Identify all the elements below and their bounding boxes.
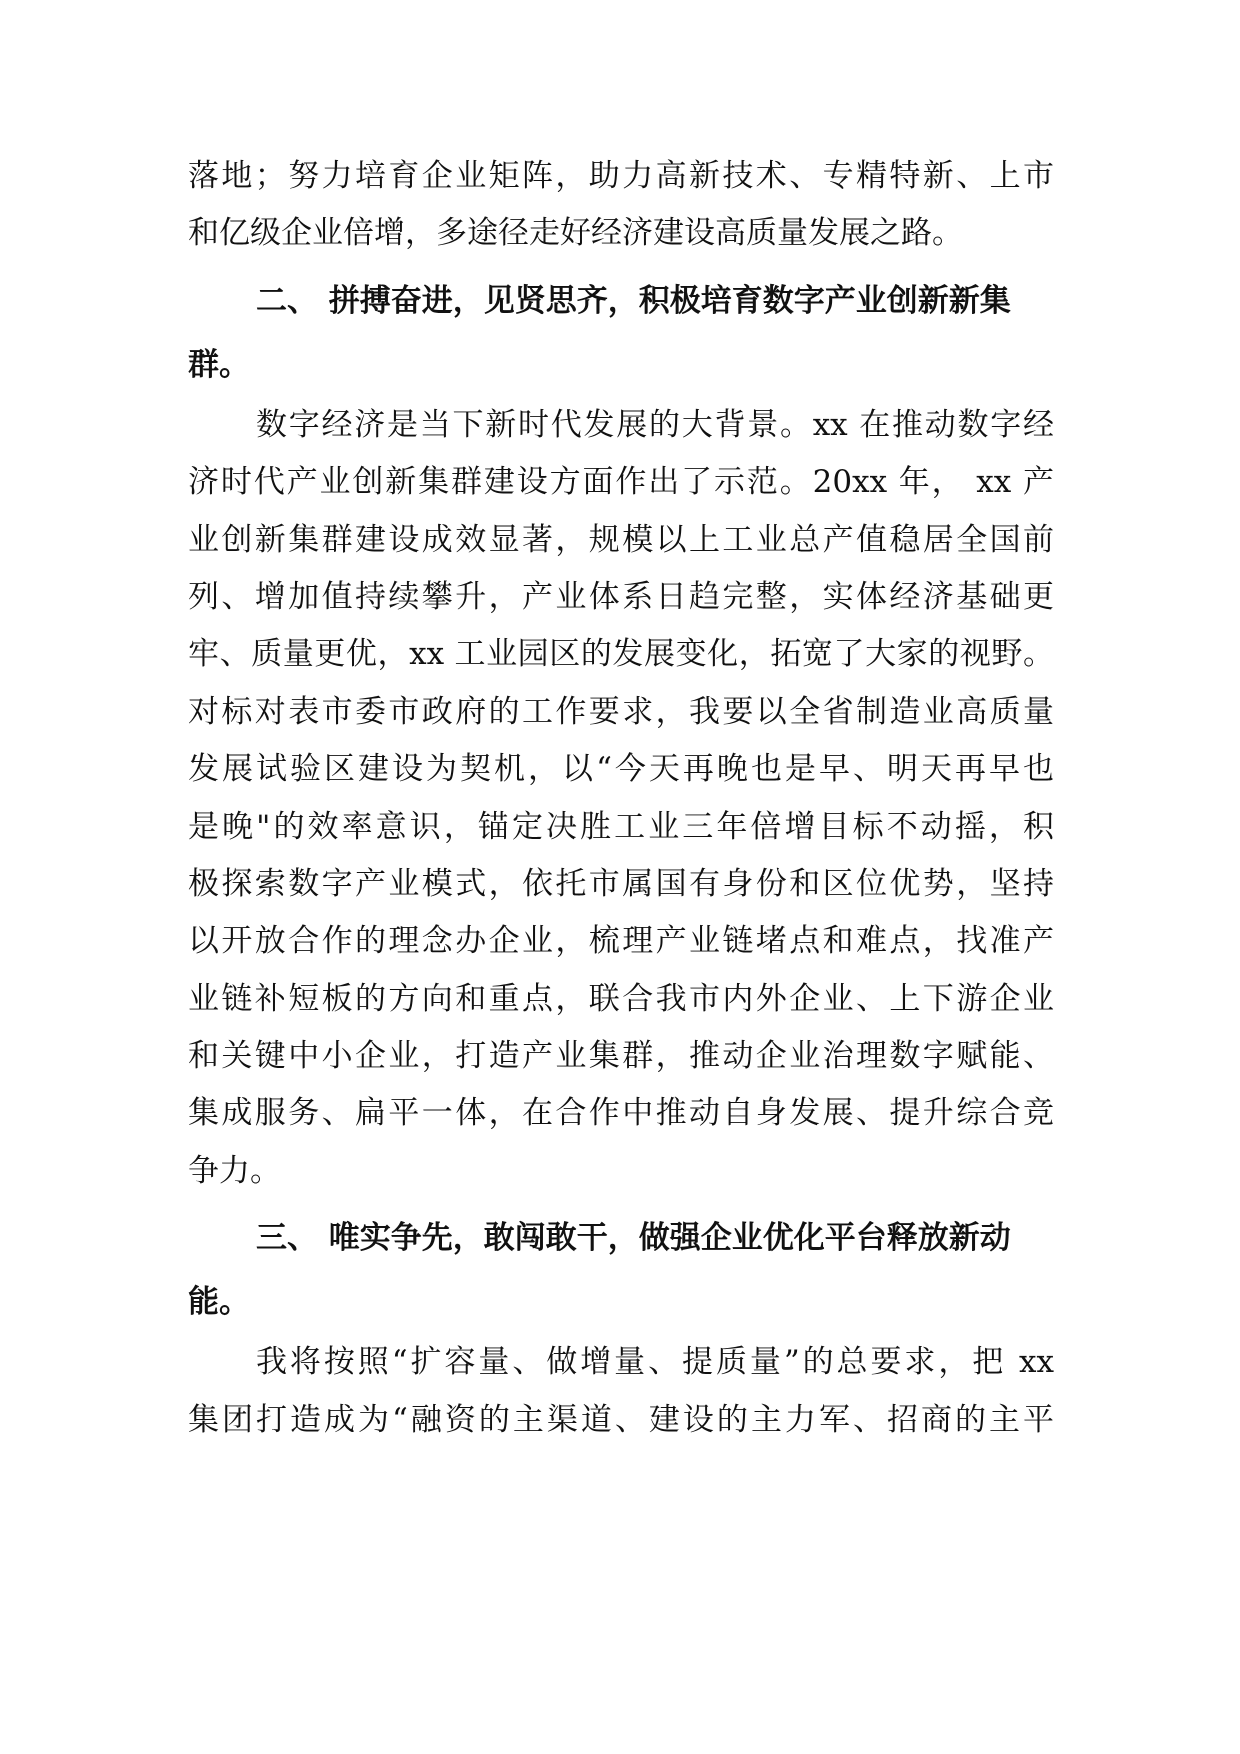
paragraph-line: 和关键中小企业，打造产业集群，推动企业治理数字赋能、 [188,1038,1054,1075]
paragraph-line: 落地；努力培育企业矩阵，助力高新技术、专精特新、上市 [188,158,1054,194]
paragraph-line: 发展试验区建设为契机，以“今天再晚也是早、明天再早也 [188,751,1054,788]
heading-line: 三、 唯实争先，敢闯敢干，做强企业优化平台释放新动 [256,1220,1011,1257]
paragraph-line: 业链补短板的方向和重点，联合我市内外企业、上下游企业 [188,980,1054,1017]
heading-line: 能。 [188,1284,250,1321]
paragraph-line: 集成服务、扁平一体，在合作中推动自身发展、提升综合竞 [188,1095,1054,1132]
paragraph [188,1334,1054,1449]
paragraph-line: 和亿级企业倍增，多途径走好经济建设高质量发展之路。 [188,215,963,252]
document-page [188,148,1054,1449]
heading-line: 群。 [188,346,250,383]
paragraph-line: 集团打造成为“融资的主渠道、建设的主力军、招商的主平 [188,1401,1054,1438]
paragraph-line: 对标对表市委市政府的工作要求，我要以全省制造业高质量 [188,693,1054,730]
heading-line: 二、 拼搏奋进，见贤思齐，积极培育数字产业创新新集 [256,282,1011,319]
paragraph-line: 我将按照“扩容量、做增量、提质量”的总要求，把 xx [256,1344,1054,1381]
paragraph-line: 以开放合作的理念办企业，梳理产业链堵点和难点，找准产 [188,923,1054,960]
paragraph [188,148,1054,263]
section-heading [188,269,1054,397]
paragraph-line: 牢、质量更优，xx 工业园区的发展变化，拓宽了大家的视野。 [188,636,1054,673]
paragraph-line: 极探索数字产业模式，依托市属国有身份和区位优势，坚持 [188,865,1054,902]
paragraph [188,397,1054,1200]
paragraph-line: 争力。 [188,1152,281,1189]
paragraph-line: 业创新集群建设成效显著，规模以上工业总产值稳居全国前 [188,521,1054,558]
section-heading [188,1206,1054,1334]
paragraph-line: 济时代产业创新集群建设方面作出了示范。20xx 年， xx 产 [188,464,1054,501]
paragraph-line: 列、增加值持续攀升，产业体系日趋完整，实体经济基础更 [188,578,1054,615]
paragraph-line: 是晚"的效率意识，锚定决胜工业三年倍增目标不动摇，积 [188,808,1054,845]
paragraph-line: 数字经济是当下新时代发展的大背景。xx 在推动数字经 [256,406,1054,443]
